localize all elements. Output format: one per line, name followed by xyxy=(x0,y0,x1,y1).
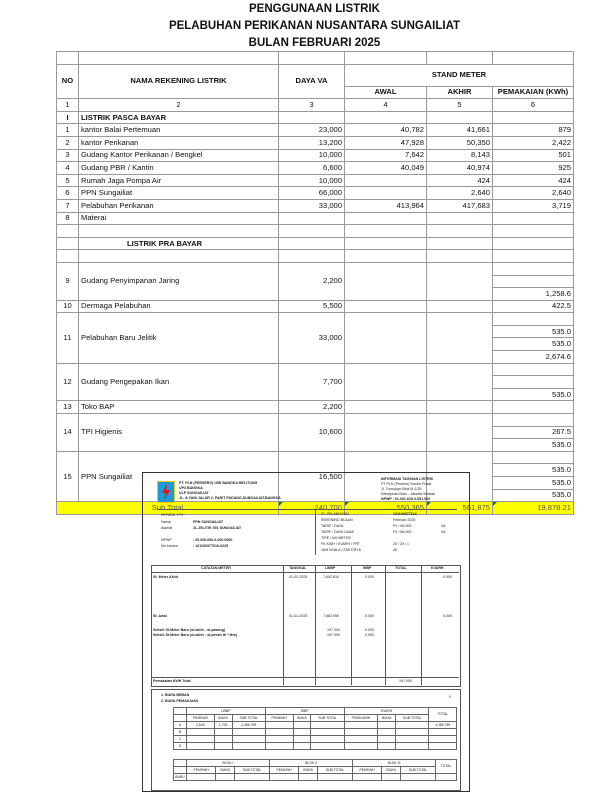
idx-cell: 5 xyxy=(427,99,493,112)
blok-table xyxy=(173,759,457,781)
row-awal: 413,964 xyxy=(345,199,427,212)
blok-col: PEMKWH xyxy=(353,767,382,774)
blok-col: SUB TOTAL xyxy=(235,767,270,774)
cost-total-head: TOTAL xyxy=(429,708,457,722)
index-row xyxy=(57,99,574,112)
usage-table xyxy=(56,51,574,515)
row-akhir xyxy=(427,313,493,363)
row-pemakaian: 535.0 xyxy=(493,338,574,351)
row-pemakaian xyxy=(493,313,574,326)
inv-akhir-label: St. Meter Akhir xyxy=(153,575,179,579)
row-akhir xyxy=(427,401,493,414)
row-pemakaian: 535.0 xyxy=(493,325,574,338)
row-pemakaian: 2,640 xyxy=(493,187,574,200)
row-akhir: 41,661 xyxy=(427,124,493,137)
row-nama: Gudang Penyimpanan Jaring xyxy=(79,262,279,300)
row-awal xyxy=(345,212,427,225)
inv-nama-value: PPN SUNGAILIAT xyxy=(193,520,224,524)
inv-awal-lwbp: 7,682.950 xyxy=(323,614,339,618)
row-no: 7 xyxy=(57,199,79,212)
row-akhir xyxy=(427,414,493,452)
pasca-row xyxy=(57,187,574,200)
blok-baru-label: BARU xyxy=(175,774,185,779)
row-nama: TPI Higienis xyxy=(79,414,279,452)
blok-total-head: TOTAL xyxy=(436,760,457,774)
empty xyxy=(493,237,574,250)
inv-company: PT. PLN (PERSERO) UIW BANGKA BELITUNG xyxy=(179,481,258,485)
pra-row xyxy=(57,262,574,275)
blok-2-head: BLOK II xyxy=(270,760,353,767)
subtotal-akhir: 561,875 xyxy=(427,502,493,515)
row-daya xyxy=(279,212,345,225)
inv-jam-label: JAM NYALA / FAKTOR K xyxy=(321,548,362,552)
inv-up3: UP3 BANGKA xyxy=(179,486,203,490)
col-pemakaian-header: PEMAKAIAN (KWh) xyxy=(493,86,574,99)
blok-col: BIAYA xyxy=(382,767,401,774)
inv-npwp-label: NPWP xyxy=(161,538,172,542)
subtotal-awal: 550,365 xyxy=(345,502,427,515)
row-daya: 10,000 xyxy=(279,149,345,162)
inv-col-total: TOTAL xyxy=(395,566,407,570)
row-pemakaian: 535.0 xyxy=(493,477,574,490)
row-awal xyxy=(345,414,427,452)
row-pemakaian: 424 xyxy=(493,174,574,187)
cost-col: SUB TOTAL xyxy=(232,715,265,722)
blok-col: SUB TOTAL xyxy=(318,767,353,774)
row-pemakaian: 267.5 xyxy=(493,426,574,439)
inv-info-4: NPWP : 01.001.629.3-051.000 xyxy=(381,497,431,501)
row-pemakaian xyxy=(493,451,574,464)
row-pemakaian: 422.5 xyxy=(493,300,574,313)
row-pemakaian: 879 xyxy=(493,124,574,137)
row-pemakaian: 535.0 xyxy=(493,464,574,477)
row-no: 3 xyxy=(57,149,79,162)
row-no: 9 xyxy=(57,262,79,300)
row-daya: 5,500 xyxy=(279,300,345,313)
row-nama: Pelabuhan Baru Jelitik xyxy=(79,313,279,363)
inv-awal-tgl: 01-01-2025 xyxy=(289,614,308,618)
inv-va-label: VA xyxy=(441,524,446,528)
pra-row xyxy=(57,414,574,427)
section-pra-label: LISTRIK PRA BAYAR xyxy=(79,237,279,250)
col-stand-header: STAND METER xyxy=(345,64,574,86)
blok-col: BIAYA xyxy=(216,767,235,774)
inv-nama-label: Nama xyxy=(161,520,171,524)
row-awal xyxy=(345,174,427,187)
row-pemakaian: 535.0 xyxy=(493,489,574,502)
col-no-header: NO xyxy=(57,64,79,99)
row-awal: 40,049 xyxy=(345,162,427,175)
idx-cell: 6 xyxy=(493,99,574,112)
idx-cell: 2 xyxy=(79,99,279,112)
cost-col: SUB TOTAL xyxy=(396,715,429,722)
inv-npwp-value: : 00.000.000.0-000.0000 xyxy=(193,538,233,542)
inv-va-label-2: VA xyxy=(441,530,446,534)
inv-awal-kvarh: 0.000 xyxy=(443,614,452,618)
row-akhir: 2,640 xyxy=(427,187,493,200)
cost-col: SUB TOTAL xyxy=(311,715,344,722)
row-akhir: 8,143 xyxy=(427,149,493,162)
inv-info-2: Jl. Trunojoyo Blok M-1/35 xyxy=(381,487,422,491)
row-awal: 47,928 xyxy=(345,136,427,149)
inv-alamat-value: JL.JELITIK 001 SUNGAILIAT xyxy=(193,526,242,530)
row-pemakaian xyxy=(493,401,574,414)
inv-selisih1-lwbp: 197.000 xyxy=(327,628,340,632)
inv-rek-label: REKENING BULAN xyxy=(321,518,353,522)
inv-noinv-value: : 161100377616-0225 xyxy=(193,544,229,548)
inv-biaya-beban: 1. BIAYA BEBAN xyxy=(161,693,190,697)
inv-selisih2-lwbp: 197.000 xyxy=(327,633,340,637)
inv-awal-wbp: 0.000 xyxy=(365,614,374,618)
sheet-title-3: BULAN FEBRUARI 2025 xyxy=(248,37,381,49)
pra-row xyxy=(57,313,574,326)
pra-row xyxy=(57,451,574,464)
cost-col: BIAYA xyxy=(214,715,232,722)
row-no: 4 xyxy=(57,162,79,175)
inv-jam-value: 40 xyxy=(393,548,397,552)
electricity-usage-sheet xyxy=(56,0,573,515)
col-nama-header: NAMA REKENING LISTRIK xyxy=(79,64,279,99)
cost-row-letter: A xyxy=(174,722,187,729)
inv-fk-value: 20 / 20 / 1 xyxy=(393,542,409,546)
row-daya: 6,600 xyxy=(279,162,345,175)
subtotal-label: Sub Total xyxy=(57,502,279,515)
row-nama: Gudang PBR / Kantin xyxy=(79,162,279,175)
cost-col: PEMKWH xyxy=(187,715,215,722)
row-daya: 23,000 xyxy=(279,124,345,137)
pasca-row xyxy=(57,212,574,225)
pasca-row xyxy=(57,162,574,175)
inv-selisih1-label: Selisih St.Meter Baru (st.akhir - st.pasang) xyxy=(153,628,226,632)
row-daya: 16,500 xyxy=(279,451,345,501)
row-nama: Gudang Pengepakan Ikan xyxy=(79,363,279,401)
empty xyxy=(427,237,493,250)
row-daya: 13,200 xyxy=(279,136,345,149)
inv-kwh-label: Pemakaian KWH Total xyxy=(153,679,191,683)
inv-address: JL. A.YANI JALUR 2, PARIT PADANG,SUNGAILIAT,BANGKA xyxy=(179,496,281,500)
inv-alamat-label: Alamat xyxy=(161,526,173,530)
blok-col: PEMKWH xyxy=(270,767,299,774)
blok-col: BIAYA xyxy=(299,767,318,774)
empty xyxy=(279,237,345,250)
cost-wbp-head: WBP xyxy=(265,708,344,715)
col-awal-header: AWAL xyxy=(345,86,427,99)
sheet-title-2: PELABUHAN PERIKANAN NUSANTARA SUNGAILIAT xyxy=(168,20,461,32)
inv-akhir-lwbp: 7,692.810 xyxy=(323,575,339,579)
row-daya: 66,000 xyxy=(279,187,345,200)
inv-awal-label: St. Awal xyxy=(153,614,167,618)
row-akhir xyxy=(427,212,493,225)
inv-info-3: Kebayoran Baru - Jakarta Selatan xyxy=(381,492,436,496)
inv-tarif-lama-value: P1 / 66,000 xyxy=(393,530,412,534)
cost-col: PEMKVARH xyxy=(344,715,378,722)
row-nama: kantor Perikanan xyxy=(79,136,279,149)
row-no: 1 xyxy=(57,124,79,137)
pasca-row xyxy=(57,174,574,187)
row-no: 5 xyxy=(57,174,79,187)
inv-idpel-label: ID. PELANGGAN xyxy=(321,512,349,516)
row-nama: PPN Sungailiat xyxy=(79,451,279,501)
row-nama: Gudang Kantor Perikanan / Bengkel xyxy=(79,149,279,162)
idx-cell: 1 xyxy=(57,99,79,112)
inv-akhir-kvarh: 0.000 xyxy=(443,575,452,579)
cost-a-biaya: 1,700 xyxy=(214,722,232,729)
section-pra-row xyxy=(57,237,574,250)
row-no: 8 xyxy=(57,212,79,225)
inv-col-kvarh: KVARH xyxy=(431,566,444,570)
pra-row xyxy=(57,300,574,313)
empty xyxy=(345,237,427,250)
blok-1-head: BLOK I xyxy=(187,760,270,767)
row-pemakaian xyxy=(493,376,574,389)
cost-row-letter: C xyxy=(174,736,187,743)
row-no: 11 xyxy=(57,313,79,363)
inv-info-title: INFORMASI TAGIHAN LISTRIK xyxy=(381,477,434,481)
cost-a-pemkwh: 2,640 xyxy=(187,722,215,729)
row-awal xyxy=(345,363,427,401)
row-awal xyxy=(345,300,427,313)
row-pemakaian: 2,422 xyxy=(493,136,574,149)
inv-selisih2-wbp: 0.000 xyxy=(365,633,374,637)
row-awal xyxy=(345,262,427,300)
cost-a-subtotal: 4,486,759 xyxy=(232,722,265,729)
inv-noinv-label: No Invoice xyxy=(161,544,178,548)
row-pemakaian xyxy=(493,262,574,275)
cost-col: PEMKWH xyxy=(265,715,293,722)
row-akhir xyxy=(427,300,493,313)
inv-info-1: PT PLN (Persero) Kantor Pusat xyxy=(381,482,432,486)
row-no: 15 xyxy=(57,451,79,501)
section-pasca-label: LISTRIK PASCA BAYAR xyxy=(79,111,279,124)
cost-lwbp-head: LWBP xyxy=(187,708,266,715)
blok-3-head: BLOK III xyxy=(353,760,436,767)
row-nama: kantor Balai Pertemuan xyxy=(79,124,279,137)
row-no: 13 xyxy=(57,401,79,414)
pra-row xyxy=(57,401,574,414)
cost-table xyxy=(173,707,457,750)
row-daya: 33,000 xyxy=(279,313,345,363)
row-no: 14 xyxy=(57,414,79,452)
row-pemakaian: 3,719 xyxy=(493,199,574,212)
row-nama: Toko BAP xyxy=(79,401,279,414)
row-awal xyxy=(345,187,427,200)
row-awal: 40,782 xyxy=(345,124,427,137)
inv-col-tanggal: TANGGAL xyxy=(289,566,307,570)
row-pemakaian xyxy=(493,363,574,376)
pasca-row xyxy=(57,199,574,212)
row-daya: 2,200 xyxy=(279,401,345,414)
row-pemakaian: 535.0 xyxy=(493,439,574,452)
inv-biaya-beban-val: 0 xyxy=(449,695,451,699)
row-no: 12 xyxy=(57,363,79,401)
inv-selisih2-label: Selisih St.Meter Baru (st.akhir - st.pecah ttl * fkm) xyxy=(153,633,238,637)
blok-col: SUB TOTAL xyxy=(401,767,436,774)
pasca-row xyxy=(57,124,574,137)
pasca-row xyxy=(57,136,574,149)
inv-akhir-wbp: 0.000 xyxy=(365,575,374,579)
row-nama: Rumah Jaga Pompa Air xyxy=(79,174,279,187)
inv-tipe-label: TIPE / NO METER xyxy=(321,536,351,540)
inv-tarif-value: P1 / 66,000 xyxy=(393,524,412,528)
inv-akhir-tgl: 01-02-2025 xyxy=(289,575,308,579)
row-daya: 2,200 xyxy=(279,262,345,300)
row-awal xyxy=(345,401,427,414)
inv-ulp: ULP SUNGAILIAT xyxy=(179,491,209,495)
subtotal-pemakaian: 19,878.21 xyxy=(493,502,574,515)
row-daya: 10,600 xyxy=(279,414,345,452)
row-pemakaian: 501 xyxy=(493,149,574,162)
row-pemakaian: 1,258.6 xyxy=(493,288,574,301)
section-pasca-row xyxy=(57,111,574,124)
inv-col-lwbp: LWBP xyxy=(325,566,336,570)
row-no: 2 xyxy=(57,136,79,149)
row-akhir: 417,683 xyxy=(427,199,493,212)
inv-kwh-value: 197.000 xyxy=(399,679,412,683)
row-akhir: 424 xyxy=(427,174,493,187)
row-daya: 7,700 xyxy=(279,363,345,401)
inv-col-catatan: CATATAN METER xyxy=(201,566,231,570)
row-awal xyxy=(345,313,427,363)
col-akhir-header: AKHIR xyxy=(427,86,493,99)
inv-kepada: KEPADA YTH : xyxy=(161,513,186,517)
idx-cell: 3 xyxy=(279,99,345,112)
row-pemakaian xyxy=(493,275,574,288)
row-no: 10 xyxy=(57,300,79,313)
pra-row xyxy=(57,363,574,376)
row-pemakaian: 535.0 xyxy=(493,388,574,401)
cost-col: BIAYA xyxy=(293,715,311,722)
row-akhir xyxy=(427,262,493,300)
subtotal-daya: 240,700 xyxy=(279,502,345,515)
blok-col: PEMKWH xyxy=(187,767,216,774)
sheet-title-1: PENGGUNAAN LISTRIK xyxy=(249,3,380,15)
cost-kvarh-head: KVARH xyxy=(344,708,429,715)
inv-selisih1-wbp: 0.000 xyxy=(365,628,374,632)
row-daya: 10,000 xyxy=(279,174,345,187)
row-pemakaian xyxy=(493,414,574,427)
row-no: 6 xyxy=(57,187,79,200)
row-nama: Dermaga Pelabuhan xyxy=(79,300,279,313)
empty xyxy=(57,237,79,250)
row-nama: Pelabuhan Perikanan xyxy=(79,199,279,212)
row-akhir: 40,974 xyxy=(427,162,493,175)
row-daya: 33,000 xyxy=(279,199,345,212)
row-pemakaian: 2,674.6 xyxy=(493,351,574,364)
row-nama: PPN Sungailiat xyxy=(79,187,279,200)
row-nama: Materai xyxy=(79,212,279,225)
inv-tarif-label: TARIF / DAYA xyxy=(321,524,344,528)
inv-biaya-pemakaian: 2. BIAYA PEMAKAIAN xyxy=(161,699,199,703)
pasca-row xyxy=(57,149,574,162)
row-awal: 7,642 xyxy=(345,149,427,162)
inv-idpel-value: 161100377616 xyxy=(393,512,417,516)
inv-col-wbp: WBP xyxy=(363,566,372,570)
inv-tarif-lama-label: TARIF / DAYA LAMA xyxy=(321,530,354,534)
cost-row-letter: D xyxy=(174,743,187,750)
inv-rek-value: Februari 2025 xyxy=(393,518,416,522)
pln-logo-icon xyxy=(157,481,175,503)
cost-row-letter: B xyxy=(174,729,187,736)
inv-fk-label: FK KWH / KVARH / FRT xyxy=(321,542,361,546)
cost-a-total: 4,486,759 xyxy=(429,722,457,729)
row-pemakaian: 925 xyxy=(493,162,574,175)
idx-cell: 4 xyxy=(345,99,427,112)
meter-records-box xyxy=(151,565,461,687)
row-pemakaian xyxy=(493,212,574,225)
pln-invoice xyxy=(142,472,470,792)
row-akhir: 50,350 xyxy=(427,136,493,149)
row-akhir xyxy=(427,363,493,401)
cost-col: BIAYA xyxy=(378,715,396,722)
section-number: I xyxy=(57,111,79,124)
col-daya-header: DAYA VA xyxy=(279,64,345,99)
